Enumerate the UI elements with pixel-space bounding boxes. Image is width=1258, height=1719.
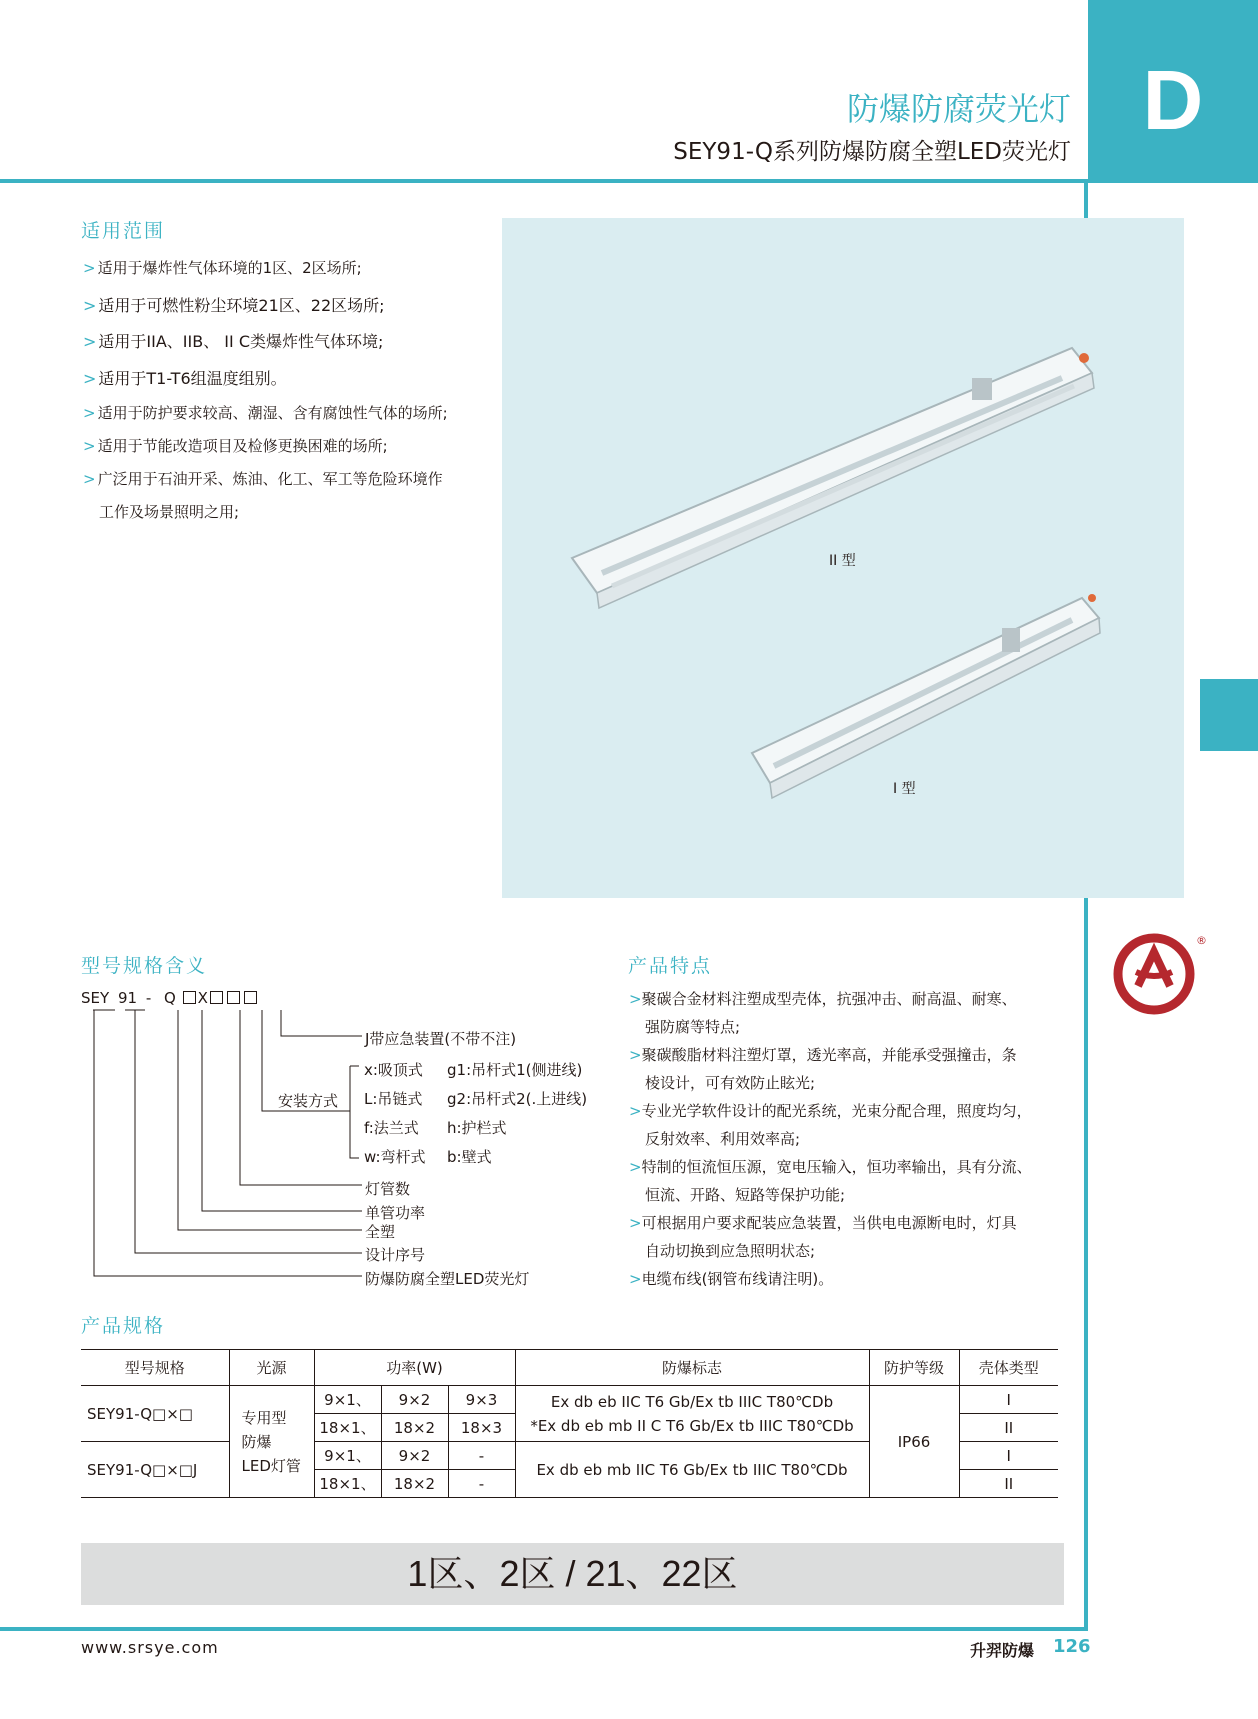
ex-mark-cell: Ex db eb IIC T6 Gb/Ex tb IIIC T80℃Db *Ex db eb mb II C T6 Gb/Ex tb IIIC T80℃Db xyxy=(515,1386,869,1442)
type1-label: I 型 xyxy=(893,781,916,797)
code-sey: SEY xyxy=(81,989,110,1007)
feature-line: >电缆布线(钢管布线请注明)。 xyxy=(629,1270,834,1288)
scope-item: > 适用于可燃性粉尘环境21区、22区场所; xyxy=(83,296,385,315)
power-cell: 9×1、 xyxy=(314,1386,381,1414)
code-q: Q xyxy=(164,989,176,1007)
page-number: 126 xyxy=(1053,1636,1091,1657)
install-option: f:法兰式 xyxy=(364,1119,419,1137)
scope-item: > 适用于节能改造项目及检修更换困难的场所; xyxy=(83,437,388,455)
header-cell: 防爆标志 xyxy=(515,1350,869,1386)
model-cell: SEY91-Q□×□J xyxy=(81,1442,229,1498)
features-heading: 产品特点 xyxy=(628,955,713,977)
install-option: b:壁式 xyxy=(447,1148,492,1166)
brand-name: 升羿防爆 xyxy=(970,1641,1035,1660)
type2-label: II 型 xyxy=(829,553,856,569)
install-option: L:吊链式 xyxy=(364,1090,423,1108)
side-tab xyxy=(1200,679,1258,751)
install-option: w:弯杆式 xyxy=(364,1148,426,1166)
scope-item: > 适用于IIA、IIB、 II C类爆炸性气体环境; xyxy=(83,332,384,351)
scope-item: 工作及场景照明之用; xyxy=(99,503,240,521)
spec-table xyxy=(81,1349,1058,1498)
source-cell: 专用型 防爆 LED灯管 xyxy=(229,1386,314,1498)
table-row xyxy=(81,1386,1058,1414)
model-heading: 型号规格含义 xyxy=(81,955,208,977)
feature-line: >聚碳酸脂材料注塑灯罩，透光率高，并能承受强撞击，条 xyxy=(629,1046,1017,1064)
install-label: 安装方式 xyxy=(278,1092,339,1110)
feature-line: 自动切换到应急照明状态; xyxy=(645,1242,816,1260)
scope-item: > 适用于T1-T6组温度组别。 xyxy=(83,369,287,388)
feature-line: >专业光学软件设计的配光系统，光束分配合理，照度均匀， xyxy=(629,1102,1032,1120)
code-91: 91 xyxy=(117,989,138,1007)
feature-line: 强防腐等特点; xyxy=(645,1018,741,1036)
power-cell: - xyxy=(448,1442,515,1470)
table-header-row xyxy=(81,1350,1058,1386)
scope-heading: 适用范围 xyxy=(81,220,166,242)
tube-count-label: 灯管数 xyxy=(365,1180,411,1198)
power-cell: - xyxy=(448,1470,515,1498)
spec-heading: 产品规格 xyxy=(81,1315,166,1337)
install-option: h:护栏式 xyxy=(447,1119,507,1137)
power-cell: 18×1、 xyxy=(314,1470,381,1498)
feature-line: 棱设计，可有效防止眩光; xyxy=(645,1074,816,1092)
housing-cell: I xyxy=(959,1442,1058,1470)
feature-line: >聚碳合金材料注塑成型壳体，抗强冲击、耐高温、耐寒、 xyxy=(629,990,1017,1008)
tube-power-label: 单管功率 xyxy=(365,1204,426,1222)
power-cell: 9×3 xyxy=(448,1386,515,1414)
ip-cell: IP66 xyxy=(869,1386,959,1498)
website-link[interactable]: www.srsye.com xyxy=(81,1638,219,1657)
scope-item: > 适用于防护要求较高、潮湿、含有腐蚀性气体的场所; xyxy=(83,404,448,422)
material-label: 全塑 xyxy=(365,1223,396,1241)
section-letter: D xyxy=(1142,53,1204,147)
code-dash: - xyxy=(145,989,152,1007)
features-list xyxy=(629,985,1069,1293)
power-cell: 18×1、 xyxy=(314,1414,381,1442)
install-option: g2:吊杆式2(.上进线) xyxy=(447,1090,588,1108)
design-no-label: 设计序号 xyxy=(365,1246,426,1264)
header-cell: 功率(W) xyxy=(314,1350,515,1386)
power-cell: 9×2 xyxy=(381,1386,448,1414)
scope-item: > 广泛用于石油开采、炼油、化工、军工等危险环境作 xyxy=(83,470,443,488)
feature-line: 恒流、开路、短路等保护功能; xyxy=(645,1186,846,1204)
category-title: 防爆防腐荧光灯 xyxy=(846,90,1071,128)
emergency-option: J带应急装置(不带不注) xyxy=(365,1030,517,1048)
header-cell: 型号规格 xyxy=(81,1350,229,1386)
header-cell: 防护等级 xyxy=(869,1350,959,1386)
housing-cell: II xyxy=(959,1414,1058,1442)
power-cell: 9×1、 xyxy=(314,1442,381,1470)
brand-logo xyxy=(1112,934,1207,1014)
scope-item: > 适用于爆炸性气体环境的1区、2区场所; xyxy=(83,259,362,277)
feature-line: >特制的恒流恒压源，宽电压输入，恒功率输出，具有分流、 xyxy=(629,1158,1032,1176)
model-cell: SEY91-Q□×□ xyxy=(81,1386,229,1442)
feature-line: >可根据用户要求配装应急装置，当供电电源断电时，灯具 xyxy=(629,1214,1017,1232)
power-cell: 18×2 xyxy=(381,1470,448,1498)
product-title: SEY91-Q系列防爆防腐全塑LED荧光灯 xyxy=(673,139,1071,165)
footer-rule xyxy=(0,1627,1088,1631)
power-cell: 9×2 xyxy=(381,1442,448,1470)
svg-text:®: ® xyxy=(1196,934,1207,947)
header-cell: 壳体类型 xyxy=(959,1350,1058,1386)
product-name-label: 防爆防腐全塑LED荧光灯 xyxy=(365,1270,530,1288)
install-option: x:吸顶式 xyxy=(364,1061,423,1079)
install-option: g1:吊杆式1(侧进线) xyxy=(447,1061,583,1079)
power-cell: 18×3 xyxy=(448,1414,515,1442)
housing-cell: II xyxy=(959,1470,1058,1498)
feature-line: 反射效率、利用效率高; xyxy=(645,1130,801,1148)
ex-mark-cell: Ex db eb mb IIC T6 Gb/Ex tb IIIC T80℃Db xyxy=(515,1442,869,1498)
power-cell: 18×2 xyxy=(381,1414,448,1442)
zone-banner: 1区、2区 / 21、22区 xyxy=(407,1553,738,1594)
header-cell: 光源 xyxy=(229,1350,314,1386)
housing-cell: I xyxy=(959,1386,1058,1414)
code-x: X xyxy=(197,989,208,1007)
